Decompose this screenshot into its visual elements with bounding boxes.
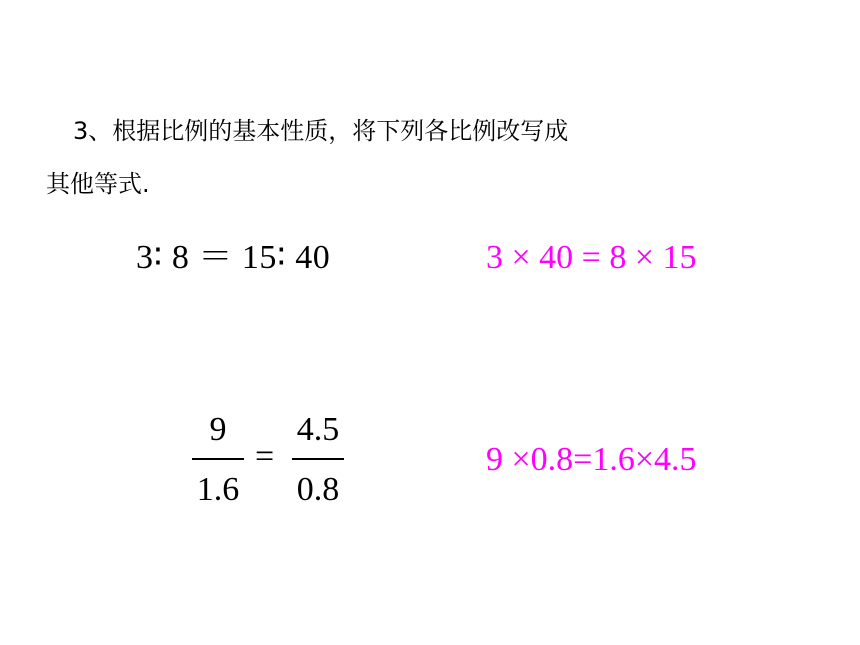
fraction-left-bar: [192, 458, 244, 460]
fraction-left-numerator: 9: [209, 411, 227, 448]
fraction-left: [188, 410, 248, 510]
question-line-2: 其他等式.: [46, 170, 150, 198]
fraction-equals-sign: =: [255, 438, 275, 475]
answer-equation-2: 9 ×0.8=1.6×4.5: [486, 441, 697, 478]
question-line-1: 3、根据比例的基本性质，将下列各比例改写成: [73, 117, 569, 145]
fraction-left-denominator: 1.6: [196, 471, 240, 508]
fraction-right-denominator: 0.8: [296, 471, 340, 508]
answer-equation-1: 3 × 40 = 8 × 15: [486, 239, 697, 276]
fraction-right-bar: [292, 458, 344, 460]
fraction-right: [288, 410, 348, 510]
ratio-equation: 3∶ 8 ＝ 15∶ 40: [136, 239, 331, 276]
fraction-right-numerator: 4.5: [296, 411, 340, 448]
